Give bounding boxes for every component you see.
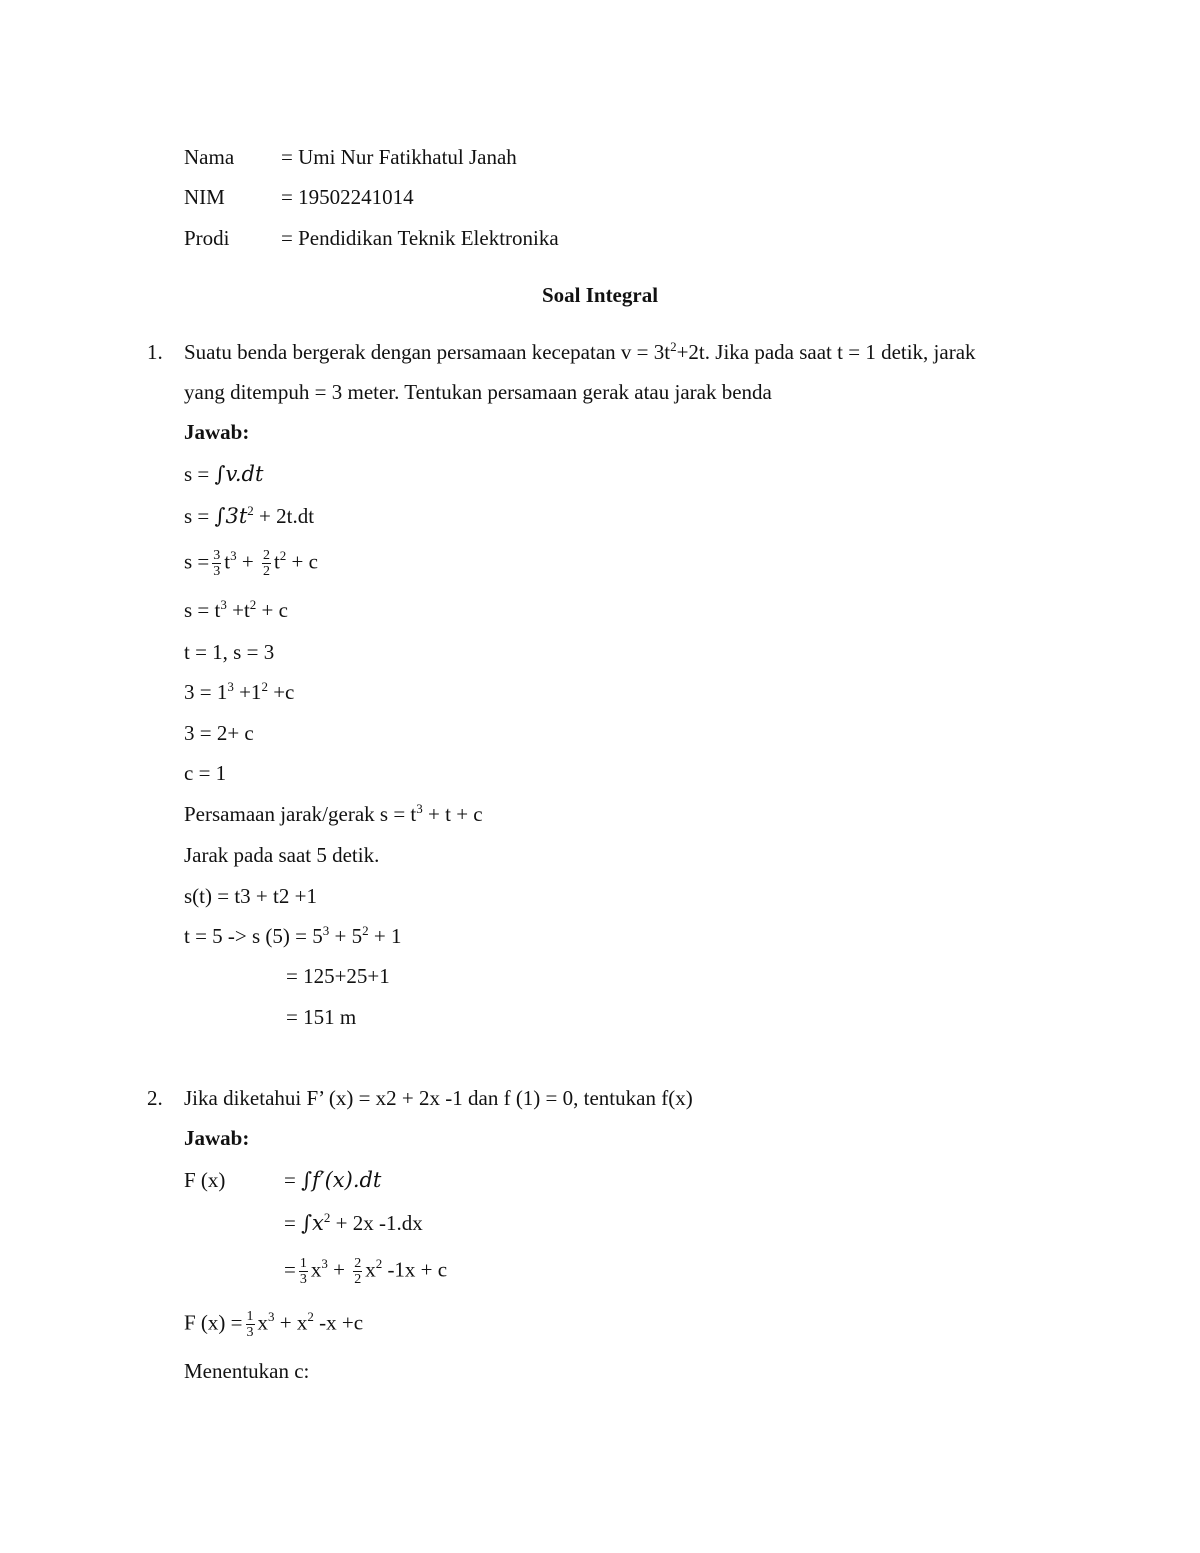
- question-line: Suatu benda bergerak dengan persamaan kecepatan $v = 3t^2+2t$. Jika pada saat t = 1 detik, jarak: [184, 339, 976, 364]
- prodi-label: Prodi: [184, 226, 230, 250]
- equation-line: $s = \int 3t^2 + 2t.dt$: [184, 503, 315, 528]
- equation-line: s = ∫v.dt: [184, 462, 264, 486]
- text-line: Jarak pada saat 5 detik.: [184, 843, 380, 867]
- page-title: Soal Integral: [541, 283, 659, 307]
- equation-line: c = 1: [184, 761, 227, 785]
- nim-value: = 19502241014: [281, 185, 414, 209]
- equation-line: = ∫f′(x).dt: [284, 1168, 382, 1192]
- equation-line: = $\frac{1}{3}$ $x^3$ + $\frac{2}{2}$ $x^2$ -1x + c: [284, 1256, 448, 1287]
- fraction: $\frac{2}{2}$: [262, 548, 270, 579]
- name-label: Nama: [184, 145, 235, 169]
- equation-line: $3 = 1^3 +1^2 +c$: [184, 679, 295, 704]
- equation-line: Persamaan jarak/gerak $s = t^3 + t + c$: [184, 801, 483, 826]
- answer-label: Jawab:: [184, 420, 250, 444]
- equation-line: 3 = 2+ c: [184, 721, 254, 745]
- name-value: = Umi Nur Fatikhatul Janah: [281, 145, 517, 169]
- prodi-value: = Pendidikan Teknik Elektronika: [281, 226, 559, 250]
- question-number: 1.: [147, 340, 163, 364]
- text-line: Menentukan c:: [184, 1359, 310, 1383]
- answer-label: Jawab:: [184, 1126, 250, 1150]
- equation-line: s = $\frac{3}{3}$ $t^3$ + $\frac{2}{2}$ $t^2 + c$: [184, 548, 318, 579]
- equation-label: F (x): [184, 1168, 226, 1192]
- equation-line: = 151 m: [286, 1005, 357, 1029]
- question-line: yang ditempuh = 3 meter. Tentukan persamaan gerak atau jarak benda: [184, 380, 772, 404]
- equation-line: t = 5 -> s $(5) = 5^3 + 5^2 + 1$: [184, 923, 402, 948]
- fraction: $\frac{1}{3}$: [299, 1256, 307, 1287]
- equation-line: s(t) = t3 + t2 +1: [184, 884, 317, 908]
- fraction: $\frac{1}{3}$: [246, 1309, 254, 1340]
- equation-line: t = 1, s = 3: [184, 640, 275, 664]
- question-line: Jika diketahui F’ (x) = x2 + 2x -1 dan f (1) = 0, tentukan f(x): [184, 1086, 693, 1110]
- equation-line: = 125+25+1: [286, 964, 390, 988]
- equation-line: $s = t^3 +t^2 + c$: [184, 597, 288, 622]
- nim-label: NIM: [184, 185, 225, 209]
- fraction: $\frac{3}{3}$: [213, 548, 221, 579]
- question-number: 2.: [147, 1086, 163, 1110]
- fraction: $\frac{2}{2}$: [354, 1256, 362, 1287]
- equation-line: F (x) = $\frac{1}{3}$ $x^3 + x^2$ -x +c: [184, 1309, 364, 1340]
- equation-line: = $\int x^2 + 2x$ -1.dx: [284, 1210, 423, 1235]
